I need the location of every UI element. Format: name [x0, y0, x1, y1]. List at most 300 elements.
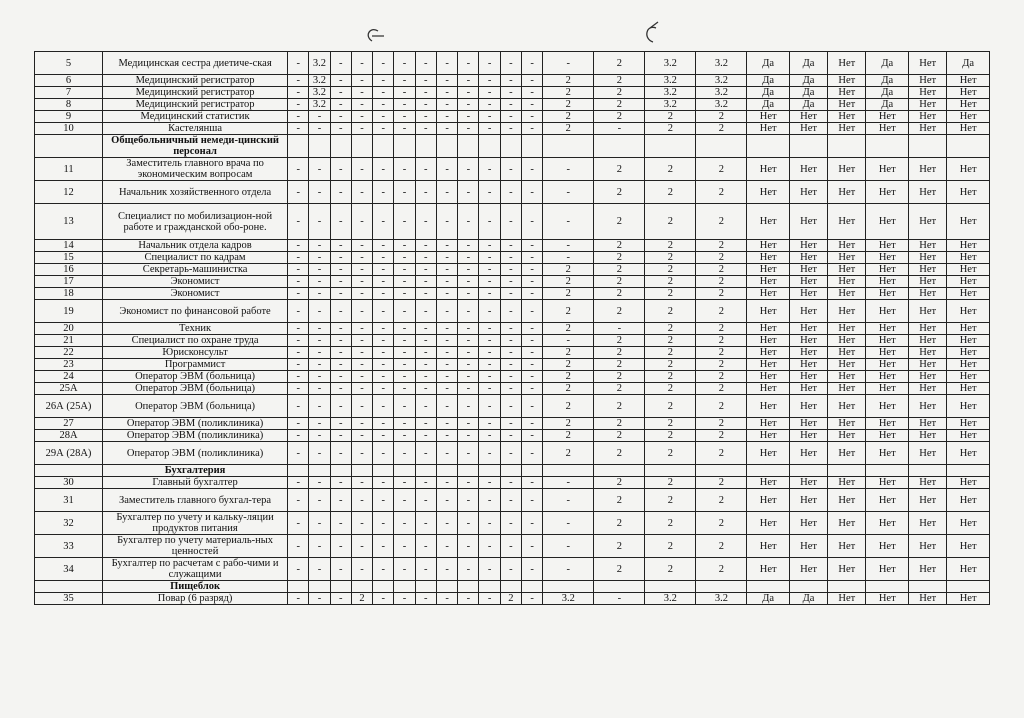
value-cell: Нет — [747, 181, 790, 204]
value-cell: - — [436, 395, 457, 418]
value-cell: 2 — [543, 371, 594, 383]
position-name: Экономист — [103, 276, 288, 288]
value-cell: Да — [789, 52, 827, 75]
value-cell: Нет — [828, 111, 866, 123]
value-cell: Нет — [866, 512, 909, 535]
position-name: Специалист по мобилизацион-ной работе и гражданской обо-роне. — [103, 204, 288, 240]
value-cell: - — [394, 430, 415, 442]
value-cell: - — [415, 335, 436, 347]
table-row — [35, 418, 990, 430]
value-cell — [415, 581, 436, 593]
value-cell: - — [373, 323, 394, 335]
value-cell: - — [288, 371, 309, 383]
value-cell: Нет — [866, 558, 909, 581]
value-cell: 2 — [645, 323, 696, 335]
value-cell: - — [394, 558, 415, 581]
value-cell: Нет — [947, 252, 990, 264]
value-cell: Нет — [947, 300, 990, 323]
table-row — [35, 323, 990, 335]
value-cell: - — [500, 418, 521, 430]
value-cell: Нет — [909, 264, 947, 276]
value-cell: 2 — [594, 240, 645, 252]
value-cell: - — [458, 535, 479, 558]
value-cell: - — [351, 512, 372, 535]
value-cell: - — [415, 181, 436, 204]
value-cell: Нет — [947, 288, 990, 300]
value-cell: - — [479, 288, 500, 300]
value-cell: 2 — [696, 323, 747, 335]
value-cell: - — [288, 264, 309, 276]
value-cell: - — [288, 593, 309, 605]
value-cell — [351, 465, 372, 477]
value-cell: - — [458, 359, 479, 371]
value-cell: 2 — [645, 181, 696, 204]
value-cell — [288, 135, 309, 158]
value-cell: Нет — [747, 123, 790, 135]
position-name: Медицинский регистратор — [103, 99, 288, 111]
value-cell — [645, 581, 696, 593]
value-cell: - — [330, 430, 351, 442]
value-cell: - — [458, 335, 479, 347]
value-cell: Нет — [828, 371, 866, 383]
value-cell: Нет — [789, 430, 827, 442]
value-cell — [909, 581, 947, 593]
value-cell: 2 — [543, 430, 594, 442]
value-cell: - — [522, 75, 543, 87]
value-cell: - — [373, 252, 394, 264]
value-cell — [543, 135, 594, 158]
value-cell: Нет — [866, 477, 909, 489]
row-number: 22 — [35, 347, 103, 359]
value-cell: - — [330, 300, 351, 323]
value-cell: - — [330, 123, 351, 135]
value-cell: - — [309, 347, 330, 359]
value-cell: - — [330, 87, 351, 99]
value-cell: - — [500, 52, 521, 75]
value-cell: Нет — [828, 489, 866, 512]
row-number: 14 — [35, 240, 103, 252]
value-cell — [394, 135, 415, 158]
table-row — [35, 52, 990, 75]
value-cell: - — [351, 300, 372, 323]
value-cell: - — [394, 204, 415, 240]
value-cell: Нет — [747, 158, 790, 181]
value-cell — [947, 135, 990, 158]
value-cell: Нет — [947, 383, 990, 395]
value-cell: - — [394, 240, 415, 252]
value-cell: - — [479, 111, 500, 123]
value-cell: - — [351, 323, 372, 335]
row-number: 33 — [35, 535, 103, 558]
value-cell: - — [373, 593, 394, 605]
value-cell: 2 — [645, 276, 696, 288]
value-cell: - — [415, 383, 436, 395]
value-cell: - — [373, 442, 394, 465]
value-cell: - — [288, 181, 309, 204]
value-cell: - — [522, 395, 543, 418]
value-cell: Нет — [866, 288, 909, 300]
value-cell: - — [415, 512, 436, 535]
value-cell: - — [458, 158, 479, 181]
value-cell: 2 — [543, 347, 594, 359]
value-cell: - — [415, 87, 436, 99]
value-cell: - — [373, 276, 394, 288]
value-cell: - — [415, 75, 436, 87]
value-cell: Нет — [789, 158, 827, 181]
value-cell: - — [436, 335, 457, 347]
value-cell: - — [522, 240, 543, 252]
value-cell: 2 — [645, 395, 696, 418]
value-cell — [789, 465, 827, 477]
value-cell: 2 — [594, 52, 645, 75]
value-cell: 3.2 — [309, 75, 330, 87]
value-cell: Нет — [947, 395, 990, 418]
position-name: Оператор ЭВМ (больница) — [103, 371, 288, 383]
value-cell: - — [415, 477, 436, 489]
value-cell: - — [479, 512, 500, 535]
value-cell: - — [415, 52, 436, 75]
value-cell: 3.2 — [645, 75, 696, 87]
value-cell: - — [330, 395, 351, 418]
value-cell: - — [309, 383, 330, 395]
value-cell: Нет — [909, 558, 947, 581]
value-cell: Нет — [866, 204, 909, 240]
value-cell: - — [415, 430, 436, 442]
row-number: 26А (25А) — [35, 395, 103, 418]
value-cell: 2 — [543, 300, 594, 323]
value-cell: 2 — [645, 300, 696, 323]
value-cell: 2 — [645, 418, 696, 430]
value-cell: - — [458, 240, 479, 252]
value-cell: 2 — [543, 75, 594, 87]
pen-stroke-right — [647, 22, 658, 42]
table-row — [35, 395, 990, 418]
value-cell: Нет — [947, 204, 990, 240]
value-cell: - — [288, 347, 309, 359]
position-name: Программист — [103, 359, 288, 371]
value-cell: Нет — [947, 123, 990, 135]
value-cell: Нет — [866, 593, 909, 605]
value-cell: 2 — [645, 347, 696, 359]
value-cell: - — [288, 158, 309, 181]
value-cell: 2 — [543, 123, 594, 135]
value-cell: 2 — [543, 264, 594, 276]
position-name: Экономист по финансовой работе — [103, 300, 288, 323]
value-cell: Нет — [947, 111, 990, 123]
value-cell: - — [522, 323, 543, 335]
value-cell: - — [436, 359, 457, 371]
value-cell: - — [373, 52, 394, 75]
value-cell: Нет — [866, 252, 909, 264]
value-cell: - — [394, 512, 415, 535]
value-cell: - — [394, 75, 415, 87]
value-cell: - — [500, 558, 521, 581]
value-cell: 2 — [645, 111, 696, 123]
value-cell: 2 — [645, 477, 696, 489]
value-cell: - — [394, 442, 415, 465]
row-number: 19 — [35, 300, 103, 323]
value-cell: - — [351, 264, 372, 276]
value-cell: - — [330, 335, 351, 347]
value-cell: - — [394, 300, 415, 323]
value-cell: Нет — [747, 430, 790, 442]
value-cell: Нет — [747, 395, 790, 418]
value-cell: Да — [789, 593, 827, 605]
value-cell: - — [522, 123, 543, 135]
value-cell: Нет — [747, 240, 790, 252]
value-cell: Нет — [947, 181, 990, 204]
value-cell: Нет — [947, 240, 990, 252]
value-cell: Нет — [909, 99, 947, 111]
value-cell — [543, 581, 594, 593]
value-cell: - — [500, 489, 521, 512]
value-cell: - — [500, 240, 521, 252]
value-cell: - — [479, 335, 500, 347]
value-cell: - — [351, 87, 372, 99]
value-cell: - — [436, 418, 457, 430]
value-cell: - — [415, 359, 436, 371]
table-row — [35, 240, 990, 252]
value-cell: Нет — [789, 371, 827, 383]
table-row — [35, 123, 990, 135]
value-cell: - — [351, 276, 372, 288]
row-number: 5 — [35, 52, 103, 75]
value-cell: - — [522, 347, 543, 359]
value-cell: Нет — [828, 181, 866, 204]
position-name: Оператор ЭВМ (поликлиника) — [103, 442, 288, 465]
value-cell: - — [458, 75, 479, 87]
value-cell: - — [415, 111, 436, 123]
value-cell: - — [330, 99, 351, 111]
value-cell: - — [500, 512, 521, 535]
value-cell: - — [415, 371, 436, 383]
value-cell: Нет — [947, 75, 990, 87]
value-cell: - — [351, 347, 372, 359]
value-cell: Нет — [909, 477, 947, 489]
value-cell: - — [522, 111, 543, 123]
value-cell: 2 — [543, 276, 594, 288]
value-cell — [828, 465, 866, 477]
value-cell: 2 — [696, 123, 747, 135]
value-cell: Нет — [789, 395, 827, 418]
value-cell — [543, 465, 594, 477]
value-cell: - — [458, 593, 479, 605]
value-cell: - — [288, 99, 309, 111]
value-cell: - — [479, 395, 500, 418]
value-cell: Нет — [866, 347, 909, 359]
value-cell: - — [436, 240, 457, 252]
value-cell: - — [288, 418, 309, 430]
value-cell: - — [500, 323, 521, 335]
table-row — [35, 442, 990, 465]
value-cell: - — [330, 264, 351, 276]
value-cell: - — [373, 123, 394, 135]
row-number: 7 — [35, 87, 103, 99]
value-cell: Да — [747, 75, 790, 87]
value-cell: Нет — [947, 477, 990, 489]
value-cell: Нет — [789, 240, 827, 252]
value-cell: 2 — [594, 477, 645, 489]
value-cell: - — [458, 204, 479, 240]
value-cell: - — [479, 264, 500, 276]
value-cell: Да — [747, 593, 790, 605]
value-cell: - — [522, 204, 543, 240]
value-cell: - — [330, 181, 351, 204]
section-row — [35, 581, 990, 593]
value-cell: Нет — [747, 418, 790, 430]
value-cell: - — [436, 535, 457, 558]
value-cell: 3.2 — [696, 52, 747, 75]
row-number — [35, 465, 103, 477]
value-cell: 3.2 — [645, 52, 696, 75]
table-row — [35, 371, 990, 383]
value-cell: Нет — [947, 87, 990, 99]
row-number: 6 — [35, 75, 103, 87]
value-cell: 2 — [696, 512, 747, 535]
value-cell: 2 — [594, 158, 645, 181]
value-cell: - — [351, 181, 372, 204]
value-cell: 2 — [594, 99, 645, 111]
value-cell: Нет — [828, 383, 866, 395]
value-cell: Нет — [828, 204, 866, 240]
row-number: 32 — [35, 512, 103, 535]
value-cell: Нет — [909, 371, 947, 383]
value-cell: - — [351, 158, 372, 181]
value-cell: - — [543, 512, 594, 535]
value-cell — [373, 581, 394, 593]
value-cell: - — [522, 288, 543, 300]
value-cell: - — [522, 87, 543, 99]
value-cell: - — [479, 535, 500, 558]
value-cell: - — [288, 288, 309, 300]
value-cell: 2 — [594, 264, 645, 276]
value-cell: Нет — [909, 181, 947, 204]
value-cell — [330, 465, 351, 477]
value-cell: - — [373, 99, 394, 111]
value-cell: Нет — [828, 442, 866, 465]
value-cell: - — [373, 359, 394, 371]
value-cell: Нет — [828, 75, 866, 87]
value-cell: - — [500, 477, 521, 489]
value-cell: - — [351, 359, 372, 371]
pen-stroke-left — [368, 30, 384, 41]
value-cell: - — [436, 158, 457, 181]
value-cell: 2 — [543, 288, 594, 300]
value-cell — [909, 135, 947, 158]
value-cell: 2 — [696, 442, 747, 465]
value-cell: - — [500, 111, 521, 123]
row-number: 13 — [35, 204, 103, 240]
row-number: 17 — [35, 276, 103, 288]
value-cell: Нет — [909, 111, 947, 123]
table-row — [35, 477, 990, 489]
value-cell: - — [330, 204, 351, 240]
value-cell: Нет — [828, 335, 866, 347]
value-cell: 3.2 — [696, 99, 747, 111]
value-cell: - — [522, 477, 543, 489]
row-number: 24 — [35, 371, 103, 383]
row-number: 25А — [35, 383, 103, 395]
value-cell: - — [373, 240, 394, 252]
value-cell: Нет — [866, 359, 909, 371]
value-cell: - — [522, 276, 543, 288]
value-cell: 2 — [645, 335, 696, 347]
value-cell: - — [394, 323, 415, 335]
value-cell: - — [479, 87, 500, 99]
position-name: Оператор ЭВМ (больница) — [103, 395, 288, 418]
value-cell: - — [500, 276, 521, 288]
value-cell: Нет — [947, 512, 990, 535]
value-cell: Нет — [828, 123, 866, 135]
value-cell: Да — [866, 52, 909, 75]
value-cell: - — [458, 512, 479, 535]
value-cell: - — [415, 593, 436, 605]
value-cell: - — [351, 535, 372, 558]
value-cell: - — [522, 335, 543, 347]
value-cell: - — [594, 123, 645, 135]
position-name: Секретарь-машинистка — [103, 264, 288, 276]
value-cell: Нет — [828, 99, 866, 111]
value-cell: Нет — [789, 181, 827, 204]
value-cell: - — [458, 252, 479, 264]
value-cell: - — [522, 418, 543, 430]
position-name: Бухгалтер по учету и кальку-ляции продуктов питания — [103, 512, 288, 535]
value-cell: Нет — [947, 99, 990, 111]
value-cell: 2 — [696, 418, 747, 430]
value-cell: Нет — [747, 300, 790, 323]
value-cell: Нет — [947, 335, 990, 347]
value-cell: - — [479, 359, 500, 371]
value-cell: 2 — [696, 240, 747, 252]
value-cell: 2 — [351, 593, 372, 605]
value-cell: Да — [747, 99, 790, 111]
value-cell: Нет — [866, 535, 909, 558]
value-cell: Нет — [828, 593, 866, 605]
value-cell: - — [458, 347, 479, 359]
value-cell: - — [351, 111, 372, 123]
value-cell: - — [288, 52, 309, 75]
value-cell: Нет — [909, 288, 947, 300]
value-cell: - — [500, 158, 521, 181]
value-cell: 2 — [645, 264, 696, 276]
value-cell: 2 — [543, 323, 594, 335]
value-cell — [330, 581, 351, 593]
value-cell: Нет — [866, 335, 909, 347]
value-cell: - — [373, 300, 394, 323]
value-cell: - — [309, 359, 330, 371]
value-cell: - — [373, 347, 394, 359]
value-cell: - — [330, 489, 351, 512]
value-cell: - — [436, 181, 457, 204]
value-cell: - — [373, 335, 394, 347]
value-cell: - — [479, 252, 500, 264]
value-cell: - — [288, 87, 309, 99]
table-row — [35, 87, 990, 99]
value-cell: - — [373, 87, 394, 99]
value-cell: Нет — [747, 288, 790, 300]
value-cell: Нет — [866, 383, 909, 395]
position-name: Главный бухгалтер — [103, 477, 288, 489]
value-cell: 3.2 — [645, 593, 696, 605]
value-cell: - — [436, 87, 457, 99]
value-cell: - — [288, 359, 309, 371]
value-cell: - — [288, 535, 309, 558]
value-cell: - — [436, 477, 457, 489]
row-number: 10 — [35, 123, 103, 135]
value-cell: Нет — [789, 276, 827, 288]
value-cell: Нет — [909, 204, 947, 240]
value-cell: Нет — [747, 535, 790, 558]
